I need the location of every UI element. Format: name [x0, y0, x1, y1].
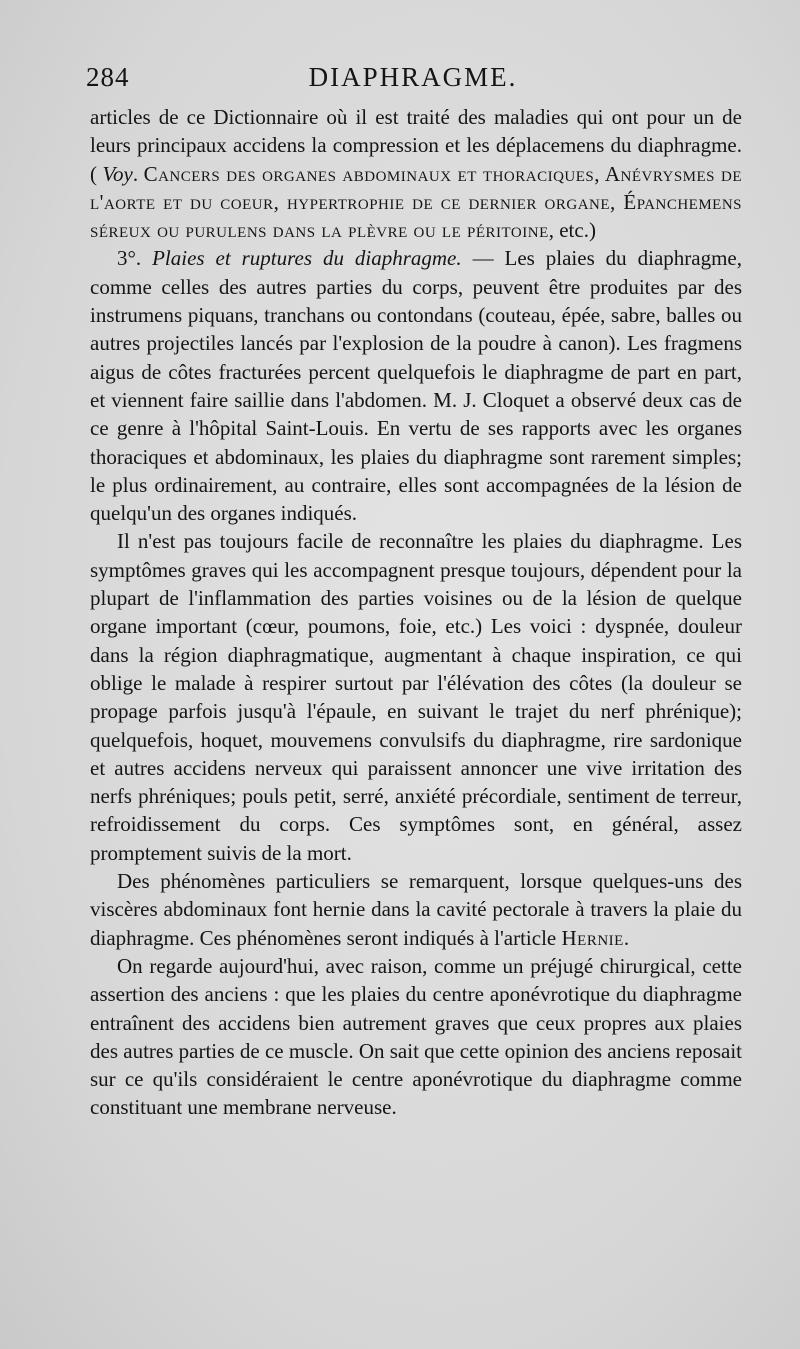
text-run: Il n'est pas toujours facile de reconnaître les plaies du diaphragme. Les symptômes graves qui les accompagnent presque toujours, dépendent pour la plupart de l'inflammation des parties voisines ou de la lésion de quelque organe important (cœur, poumons, foie, etc.) Les voici : dyspnée, douleur dans la région diaphragmatique, augmentant à chaque inspiration, ce qui oblige le malade à respirer surtout par l'élévation des côtes (la douleur se propage parfois jusqu'à l'épaule, en suivant le trajet du nerf phrénique); quelquefois, hoquet, mouvemens convulsifs du diaphragme, rire sardonique et autres accidens nerveux qui paraissent annoncer une vive irritation des nerfs phréniques; pouls petit, serré, anxiété précordiale, sentiment de terreur, refroidissement du corps. Ces symptômes sont, en général, assez promptement suivis de la mort. [90, 529, 742, 865]
text-run: . [623, 925, 630, 950]
text-run: articles de ce Dictionnaire où il est traité des maladies qui ont pour un de leurs principaux accidens la compression et les déplacemens du diaphragme. ( [90, 105, 742, 186]
paragraph-prejuge [90, 952, 742, 1122]
body-text [90, 103, 742, 1122]
page-number: 284 [86, 62, 130, 92]
paragraph-continuation [90, 103, 742, 244]
paragraph-plaies [90, 244, 742, 527]
section-heading-italic: Plaies et ruptures du diaphragme. [152, 246, 462, 271]
text-run: Des phénomènes particuliers se remarquent, lorsque quelques-uns des viscères abdominaux font hernie dans la cavité pectorale à travers la plaie du diaphragme. Ces phénomènes seront indiqués à l'article [90, 869, 742, 950]
running-title: DIAPHRAGME. [308, 62, 518, 92]
cross-reference-smallcaps: Hernie [561, 925, 624, 950]
cross-reference-smallcaps: Cancers des organes abdominaux et thoraciques, Anévrysmes de l'aorte et du coeur, hypertrophie de ce dernier organe, Épanchemens séreux ou purulens dans la plèvre ou le péritoine [90, 161, 743, 243]
paragraph-symptomes [90, 527, 742, 867]
section-number: 3°. [117, 246, 153, 271]
text-run: — Les plaies du diaphragme, comme celles des autres parties du corps, peuvent être produites par des instrumens piquans, tranchans ou contondans (couteau, épée, sabre, balles ou autres projectiles lancés par l'explosion de la poudre à canon). Les fragmens aigus de côtes fracturées percent quelquefois le diaphragme de part en part, et viennent faire saillie dans l'abdomen. M. J. Cloquet a observé deux cas de ce genre à l'hôpital Saint-Louis. En vertu de ses rapports avec les organes thoraciques et abdominaux, les plaies du diaphragme sont rarement simples; le plus ordinairement, au contraire, elles sont accompagnées de la lésion de quelqu'un des organes indiqués. [90, 246, 742, 526]
text-run: , etc.) [548, 218, 596, 243]
page-header [86, 62, 740, 102]
text-run: On regarde aujourd'hui, avec raison, comme un préjugé chirurgical, cette assertion des anciens : que les plaies du centre aponévrotique du diaphragme entraînent des accidens bien autrement graves que ceux propres aux plaies des autres parties de ce muscle. On sait que cette opinion des anciens reposait sur ce qu'ils considéraient le centre aponévrotique du diaphragme comme constituant une membrane nerveuse. [90, 953, 742, 1120]
paragraph-hernie [90, 867, 742, 952]
italic-run: Voy [102, 161, 133, 186]
text-run: . [132, 161, 144, 186]
